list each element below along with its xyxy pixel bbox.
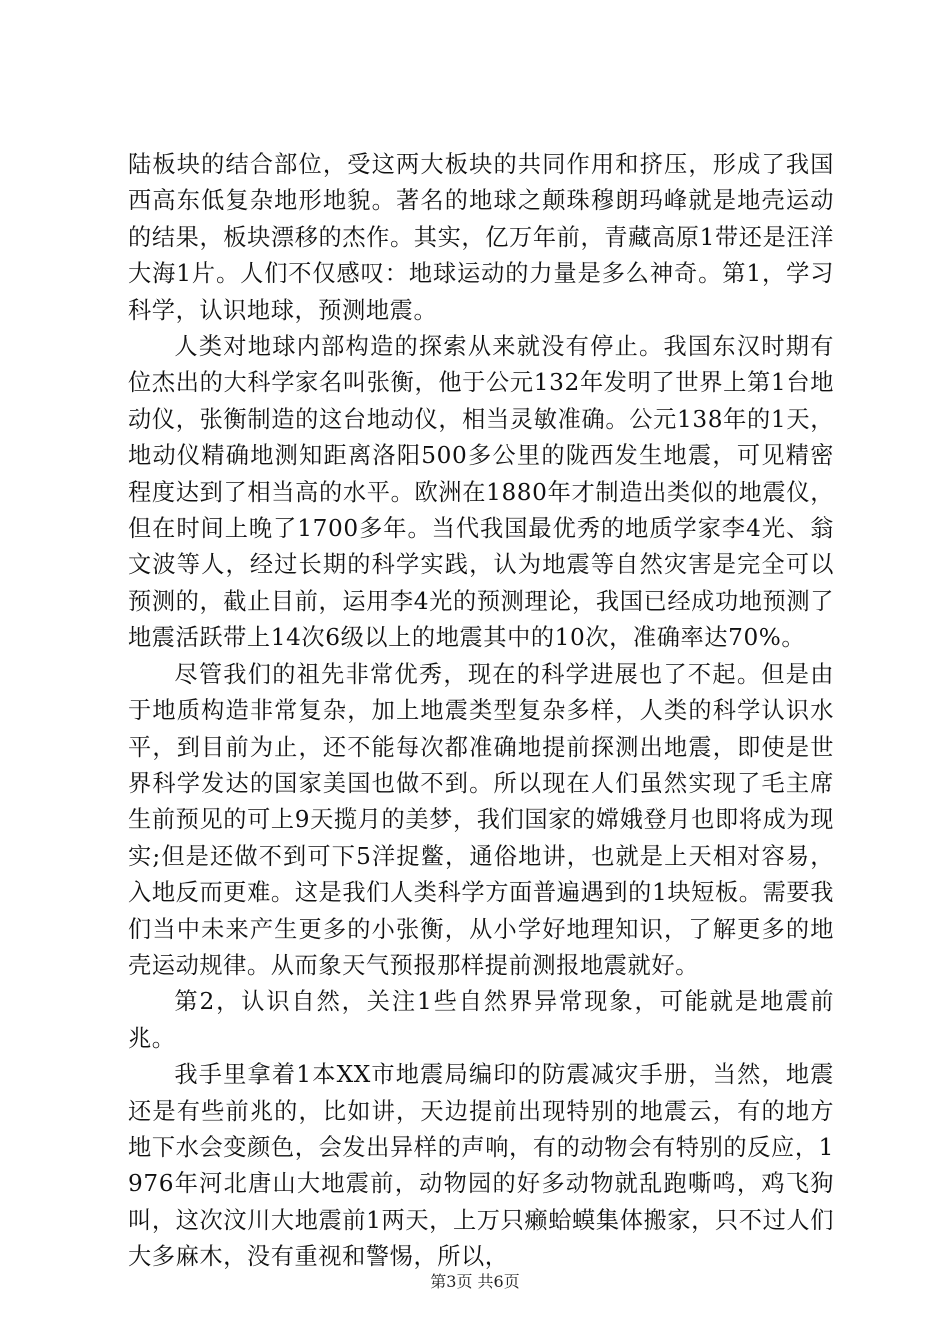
paragraph: 第2，认识自然，关注1些自然界异常现象，可能就是地震前兆。 xyxy=(128,988,834,1052)
paragraph: 尽管我们的祖先非常优秀，现在的科学进展也了不起。但是由于地质构造非常复杂，加上地震类型复杂多样，人类的科学认识水平，到目前为止，还不能每次都准确地提前探测出地震，即使是世界科学发达的国家美国也做不到。所以现在人们虽然实现了毛主席生前预见的可上9天揽月的美梦，我们国家的嫦娥登月也即将成为现实;但是还做不到可下5洋捉鳖，通俗地讲，也就是上天相对容易，入地反而更难。这是我们人类科学方面普遍遇到的1块短板。需要我们当中未来产生更多的小张衡，从小学好地理知识，了解更多的地壳运动规律。从而象天气预报那样提前测报地震就好。 xyxy=(128,660,834,979)
page-footer: 第3页 共6页 xyxy=(430,1272,520,1291)
paragraph: 人类对地球内部构造的探索从来就没有停止。我国东汉时期有位杰出的大科学家名叫张衡，他于公元132年发明了世界上第1台地动仪，张衡制造的这台地动仪，相当灵敏准确。公元138年的1天，地动仪精确地测知距离洛阳500多公里的陇西发生地震，可见精密程度达到了相当高的水平。欧洲在1880年才制造出类似的地震仪，但在时间上晚了1700多年。当代我国最优秀的地质学家李4光、翁文波等人，经过长期的科学实践，认为地震等自然灾害是完全可以预测的，截止目前，运用李4光的预测理论，我国已经成功地预测了地震活跃带上14次6级以上的地震其中的10次，准确率达70%。 xyxy=(128,333,834,652)
paragraph: 我手里拿着1本XX市地震局编印的防震减灾手册，当然，地震还是有些前兆的，比如讲，天边提前出现特别的地震云，有的地方地下水会变颜色，会发出异样的声响，有的动物会有特别的反应，1976年河北唐山大地震前，动物园的好多动物就乱跑嘶鸣，鸡飞狗叫，这次汶川大地震前1两天，上万只癞蛤蟆集体搬家，只不过人们大多麻木，没有重视和警惕，所以， xyxy=(128,1061,834,1271)
document-body xyxy=(128,147,834,1276)
paragraph-continued: 陆板块的结合部位，受这两大板块的共同作用和挤压，形成了我国西高东低复杂地形地貌。著名的地球之颠珠穆朗玛峰就是地壳运动的结果，板块漂移的杰作。其实，亿万年前，青藏高原1带还是汪洋大海1片。人们不仅感叹：地球运动的力量是多么神奇。第1，学习科学，认识地球，预测地震。 xyxy=(128,151,834,324)
